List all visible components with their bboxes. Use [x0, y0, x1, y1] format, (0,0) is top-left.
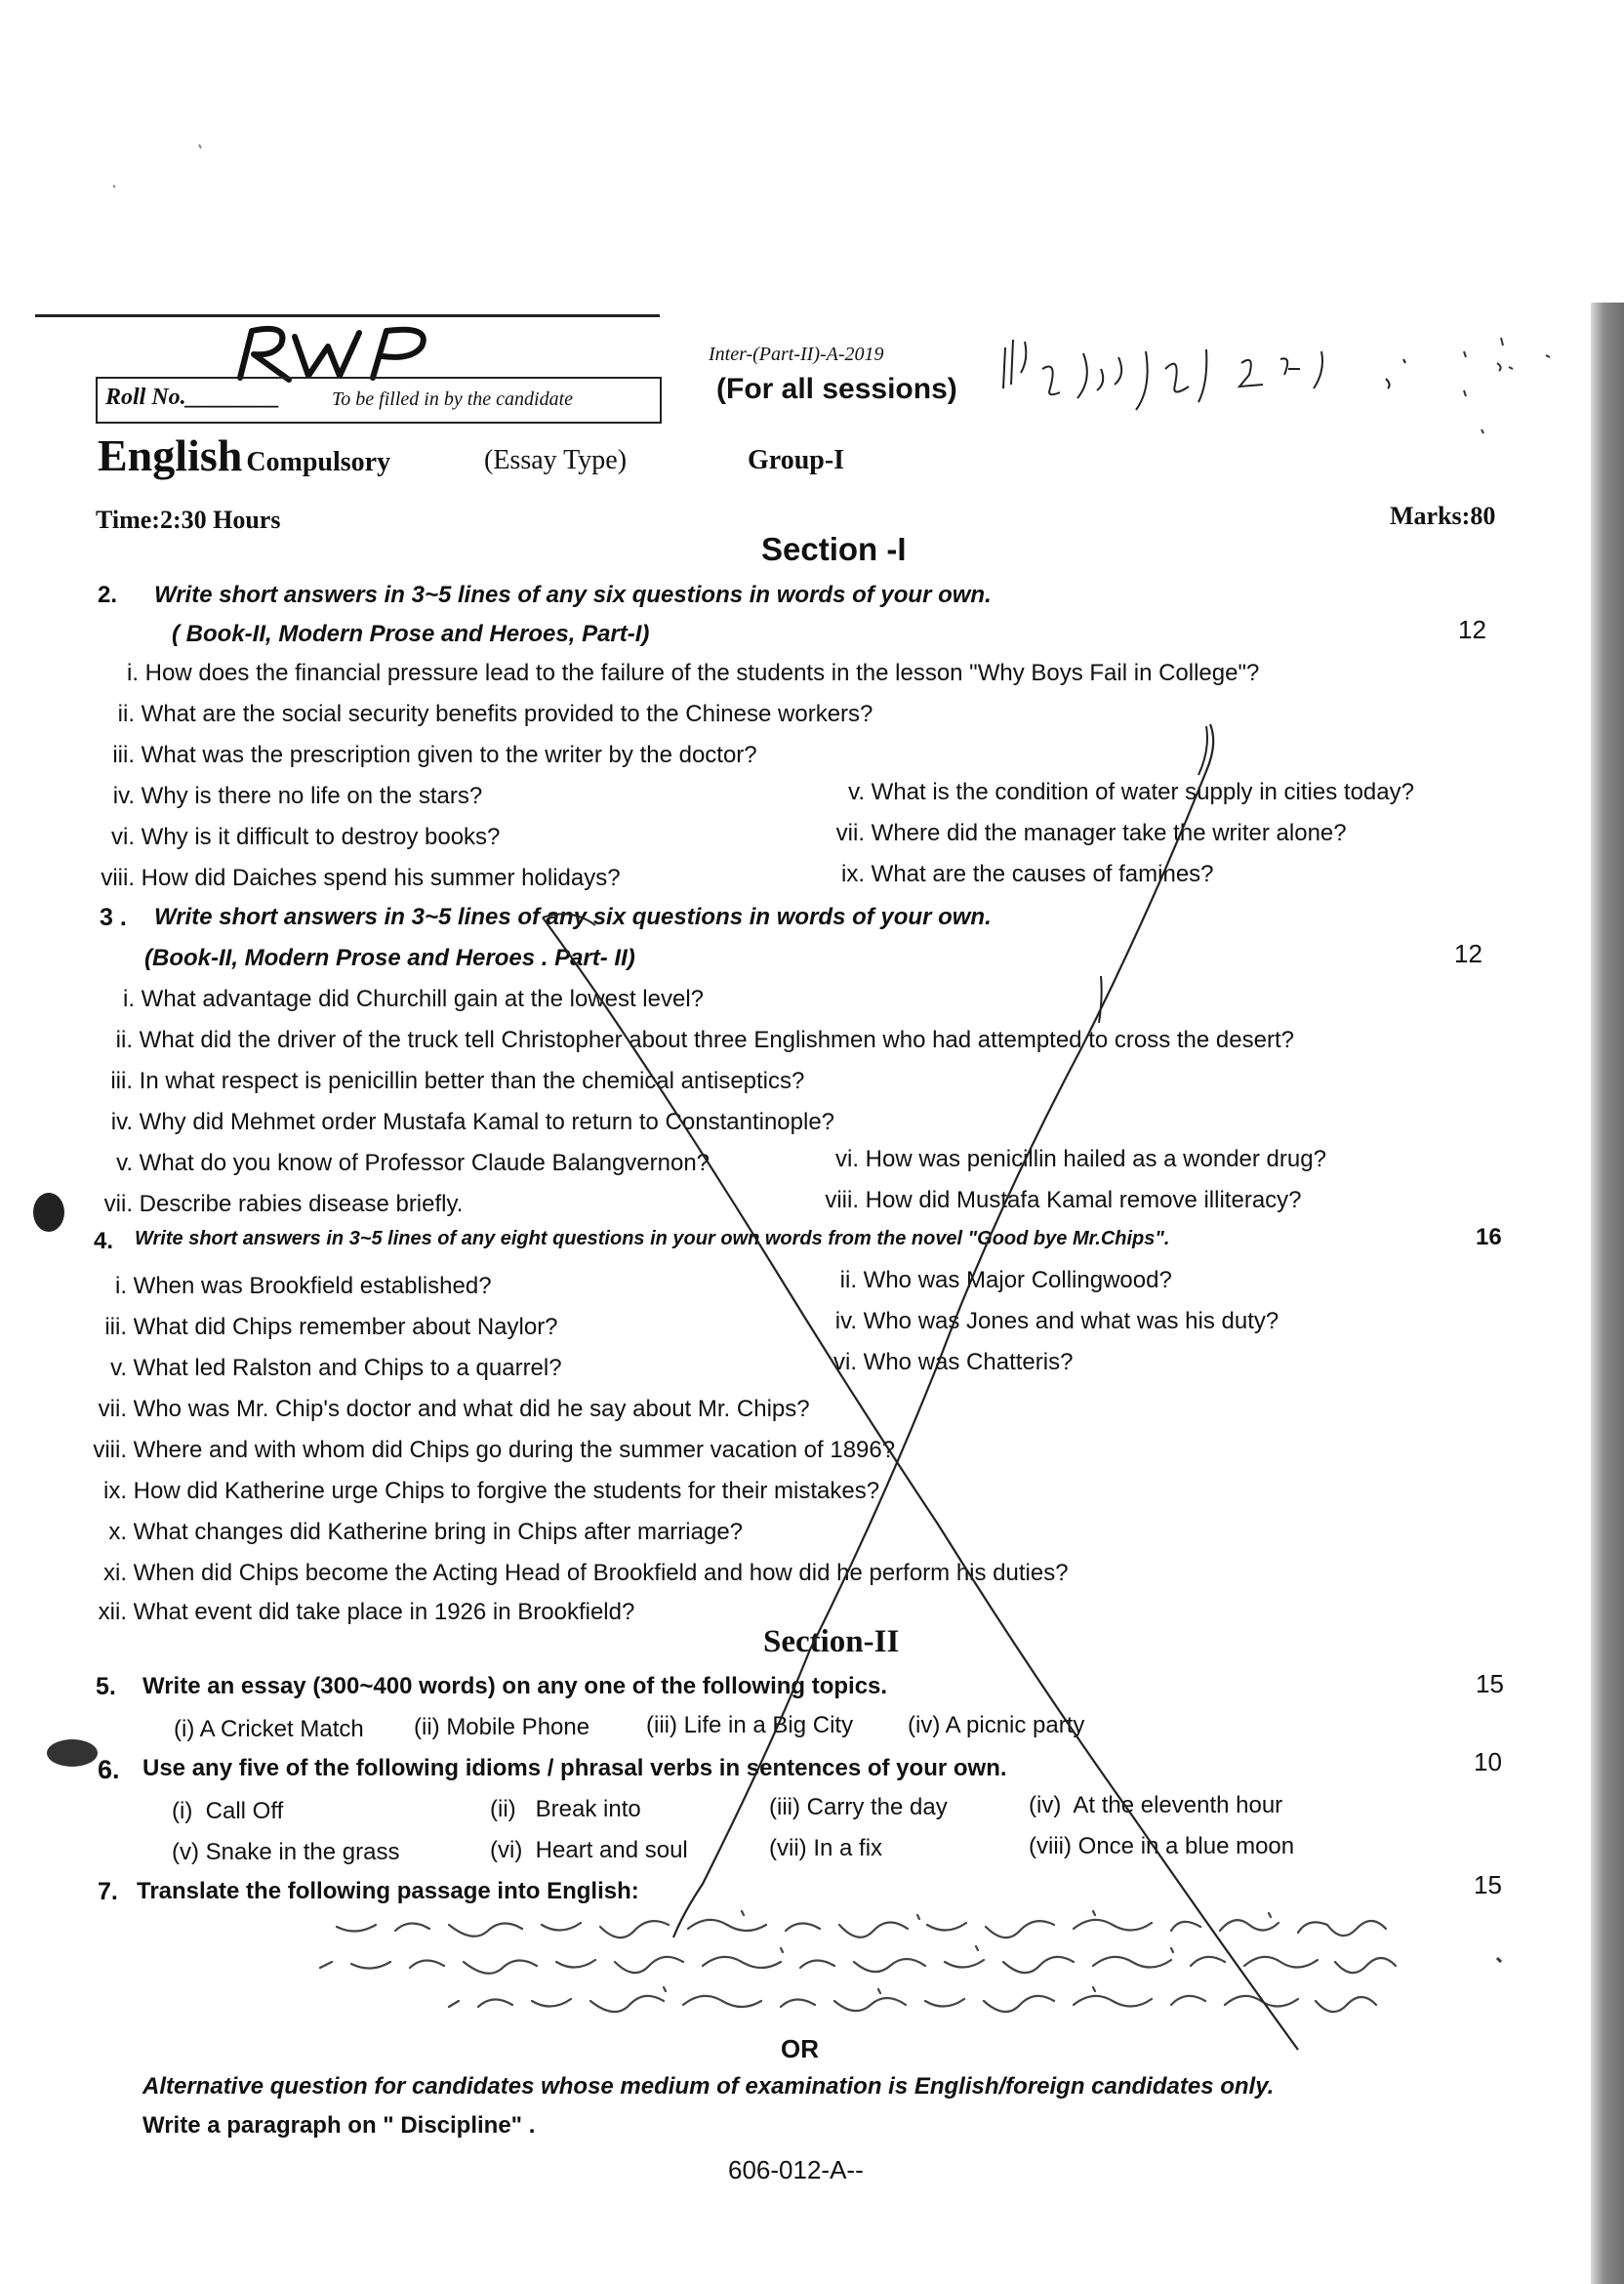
q6-item-num: (vi) — [490, 1837, 523, 1863]
q2-item — [96, 824, 500, 851]
q2-item-text: What are the social security benefits provided to the Chinese workers? — [141, 701, 873, 727]
q4-item-num: xi. — [103, 1560, 127, 1586]
q3-item-num: vii. — [103, 1191, 133, 1217]
q6-item-text: Carry the day — [806, 1794, 948, 1820]
q2-item-num: v. — [848, 779, 865, 805]
q7-marks: 15 — [1474, 1870, 1502, 1899]
q4-item-text: Who was Major Collingwood? — [863, 1267, 1172, 1293]
paper-type: (Essay Type) — [484, 445, 628, 475]
q6-item — [172, 1839, 399, 1866]
q4-item-num: x. — [108, 1519, 127, 1545]
q4-item-num: iii. — [104, 1314, 127, 1340]
q2-item-text: What is the condition of water supply in cities today? — [871, 779, 1414, 805]
q3-item-text: What do you know of Professor Claude Balangvernon? — [139, 1150, 710, 1176]
q2-item — [96, 701, 873, 728]
q5-number: 5. — [96, 1673, 116, 1700]
q3-item — [94, 1068, 804, 1095]
q5-topic: (ii) Mobile Phone — [414, 1714, 590, 1740]
q6-item-num: (iv) — [1029, 1792, 1062, 1818]
roll-label-text: Roll No. — [105, 385, 186, 410]
q3-item-text: How did Mustafa Kamal remove illiteracy? — [865, 1187, 1302, 1213]
q4-instruction: Write short answers in 3~5 lines of any eight questions in your own words from the novel "Good bye Mr.Chips". — [135, 1228, 1170, 1249]
q2-item-num: ix. — [841, 861, 865, 887]
q2-item — [832, 861, 1214, 888]
q2-item — [90, 865, 621, 892]
q4-item-text: What event did take place in 1926 in Brookfield? — [133, 1599, 635, 1625]
sessions-label: (For all sessions) — [716, 373, 957, 405]
q4-item — [86, 1560, 1069, 1587]
q6-marks: 10 — [1474, 1747, 1502, 1776]
q4-marks: 16 — [1476, 1224, 1502, 1250]
q4-item — [832, 1349, 1073, 1376]
q6-item-num: (viii) — [1029, 1833, 1072, 1859]
q3-item-text: How was penicillin hailed as a wonder drug? — [865, 1146, 1326, 1172]
q6-item-text: Break into — [535, 1796, 641, 1822]
q4-item-text: Who was Chatteris? — [863, 1349, 1074, 1375]
q2-item-text: What was the prescription given to the writer by the doctor? — [141, 742, 757, 768]
q4-item — [86, 1396, 810, 1423]
q2-item-num: iii. — [112, 742, 135, 768]
q2-item — [96, 783, 482, 810]
q4-item — [832, 1267, 1172, 1294]
urdu-passage-figure — [293, 1903, 1435, 2030]
q3-item-text: Describe rabies disease briefly. — [139, 1191, 464, 1217]
q6-item-num: (ii) — [490, 1796, 516, 1822]
q3-item — [96, 986, 704, 1013]
q2-subtitle: ( Book-II, Modern Prose and Heroes, Part-I) — [172, 621, 650, 647]
handwritten-note — [999, 330, 1429, 428]
alternative-question: Alternative question for candidates whose medium of examination is English/foreign candidates only. — [142, 2073, 1275, 2100]
time-label: Time:2:30 Hours — [96, 506, 281, 534]
q4-item — [86, 1478, 879, 1505]
q4-item-text: When did Chips become the Acting Head of Brookfield and how did he perform his duties? — [133, 1560, 1069, 1586]
roll-label — [105, 385, 280, 411]
section-2-title: Section-II — [763, 1624, 900, 1659]
q5-topic: (i) A Cricket Match — [174, 1716, 364, 1742]
q6-item-text: At the eleventh hour — [1073, 1792, 1283, 1818]
q5-topic: (iv) A picnic party — [908, 1712, 1085, 1738]
q2-item-num: viii. — [101, 865, 135, 891]
q2-item-num: vii. — [835, 820, 865, 846]
q3-item-num: vi. — [835, 1146, 859, 1172]
q4-number: 4. — [94, 1228, 114, 1254]
q2-item-num: i. — [127, 660, 139, 686]
q3-item — [94, 1150, 710, 1177]
q5-topic: (iii) Life in a Big City — [646, 1712, 854, 1738]
q6-item-text: Once in a blue moon — [1077, 1833, 1295, 1859]
stray-pen-marks — [1444, 312, 1571, 449]
q4-item-num: ix. — [103, 1478, 127, 1504]
q4-item-num: i. — [115, 1273, 127, 1299]
section-1-title: Section -I — [761, 531, 907, 567]
q4-item-text: Where and with whom did Chips go during the summer vacation of 1896? — [133, 1437, 896, 1463]
footer-code: 606-012-A-- — [728, 2155, 864, 2184]
paragraph-task: Write a paragraph on " Discipline" . — [142, 2112, 536, 2139]
q3-instruction: Write short answers in 3~5 lines of any six questions in words of your own. — [154, 904, 992, 930]
subject-sub: Compulsory — [246, 447, 391, 477]
q3-item — [94, 1027, 1294, 1054]
q2-item-text: What are the causes of famines? — [871, 861, 1214, 887]
q6-item-num: (iii) — [769, 1794, 800, 1820]
q3-item — [822, 1187, 1302, 1214]
q2-item-text: How did Daiches spend his summer holidays? — [141, 865, 621, 891]
q2-item-text: Why is there no life on the stars? — [141, 783, 483, 809]
q3-item-num: v. — [116, 1150, 133, 1176]
q2-item — [96, 742, 757, 769]
paper-code: Inter-(Part-II)-A-2019 — [709, 344, 884, 365]
q4-item-num: vii. — [98, 1396, 127, 1422]
q3-marks: 12 — [1454, 939, 1482, 968]
q4-item — [82, 1437, 895, 1464]
roll-note: To be filled in by the candidate — [332, 388, 574, 410]
q6-item — [1029, 1833, 1294, 1860]
marks-label: Marks:80 — [1390, 502, 1496, 530]
q4-item-text: When was Brookfield established? — [133, 1273, 492, 1299]
q4-item-num: ii. — [839, 1267, 857, 1293]
q4-item-text: Who was Jones and what was his duty? — [863, 1308, 1279, 1334]
q6-item-text: Snake in the grass — [205, 1839, 400, 1865]
q2-item-text: Where did the manager take the writer alone? — [871, 820, 1347, 846]
q3-number: 3 . — [100, 904, 127, 931]
q6-item-num: (i) — [172, 1798, 193, 1824]
q3-item-num: viii. — [825, 1187, 859, 1213]
q6-item — [769, 1835, 882, 1862]
q3-item-num: i. — [123, 986, 135, 1012]
q4-item-text: What led Ralston and Chips to a quarrel? — [133, 1355, 562, 1381]
q3-item-num: iii. — [110, 1068, 133, 1094]
q3-item-text: What did the driver of the truck tell Christopher about three Englishmen who had attempted to cross the desert? — [139, 1027, 1294, 1053]
q3-item-num: ii. — [115, 1027, 133, 1053]
q3-item-text: What advantage did Churchill gain at the lowest level? — [141, 986, 705, 1012]
q2-item-num: ii. — [117, 701, 135, 727]
q2-item — [832, 779, 1414, 806]
q6-item — [1029, 1792, 1282, 1819]
q3-item-text: Why did Mehmet order Mustafa Kamal to return to Constantinople? — [139, 1109, 835, 1135]
q2-marks: 12 — [1458, 615, 1486, 644]
q2-item — [832, 820, 1347, 847]
q5-instruction: Write an essay (300~400 words) on any one of the following topics. — [142, 1673, 888, 1699]
q6-item-text: Call Off — [205, 1798, 284, 1824]
q4-item-num: v. — [110, 1355, 127, 1381]
q2-item-text: Why is it difficult to destroy books? — [141, 824, 501, 850]
q4-item — [86, 1599, 634, 1626]
q4-item — [88, 1355, 562, 1382]
q3-subtitle: (Book-II, Modern Prose and Heroes . Part- II) — [144, 945, 635, 971]
q5-marks: 15 — [1476, 1669, 1504, 1698]
q6-number: 6. — [98, 1755, 120, 1784]
q2-item-text: How does the financial pressure lead to the failure of the students in the lesson "Why Boys Fail in College"? — [144, 660, 1260, 686]
q4-item-text: Who was Mr. Chip's doctor and what did he say about Mr. Chips? — [133, 1396, 810, 1422]
q4-item-num: viii. — [93, 1437, 127, 1463]
q4-item — [90, 1519, 743, 1546]
q2-number: 2. — [98, 582, 118, 608]
q4-item-text: What did Chips remember about Naylor? — [133, 1314, 558, 1340]
subject-name: English — [98, 430, 243, 480]
q7-number: 7. — [98, 1878, 118, 1905]
subject-title — [98, 429, 390, 481]
q6-item — [769, 1794, 948, 1821]
q7-instruction: Translate the following passage into English: — [137, 1878, 639, 1904]
q4-item — [88, 1314, 558, 1341]
q2-item-num: iv. — [112, 783, 135, 809]
group-label: Group-I — [748, 445, 845, 475]
q4-item — [94, 1273, 492, 1300]
q6-item-text: In a fix — [813, 1835, 883, 1861]
roll-blank: ________ — [185, 385, 280, 410]
q2-item-num: vi. — [111, 824, 135, 850]
scan-shadow-edge — [1591, 303, 1624, 2284]
q6-item-text: Heart and soul — [535, 1837, 688, 1863]
q4-item-num: iv. — [834, 1308, 857, 1334]
or-label: OR — [781, 2034, 819, 2063]
q3-item-text: In what respect is penicillin better than the chemical antiseptics? — [139, 1068, 805, 1094]
q3-item — [94, 1109, 834, 1136]
q2-item — [100, 660, 1259, 687]
q3-item-num: iv. — [110, 1109, 133, 1135]
q4-item-num: vi. — [833, 1349, 857, 1375]
q6-item — [490, 1796, 641, 1823]
q6-instruction: Use any five of the following idioms / phrasal verbs in sentences of your own. — [142, 1755, 1007, 1781]
q4-item-num: xii. — [98, 1599, 127, 1625]
q6-item-num: (v) — [172, 1839, 199, 1865]
q6-item — [490, 1837, 688, 1864]
q3-item — [830, 1146, 1326, 1173]
q6-item-num: (vii) — [769, 1835, 807, 1861]
q4-item — [832, 1308, 1279, 1335]
q3-item — [90, 1191, 463, 1218]
q6-item — [172, 1798, 283, 1825]
q4-item-text: How did Katherine urge Chips to forgive the students for their mistakes? — [133, 1478, 880, 1504]
q2-instruction: Write short answers in 3~5 lines of any six questions in words of your own. — [154, 582, 992, 608]
q4-item-text: What changes did Katherine bring in Chips after marriage? — [133, 1519, 744, 1545]
